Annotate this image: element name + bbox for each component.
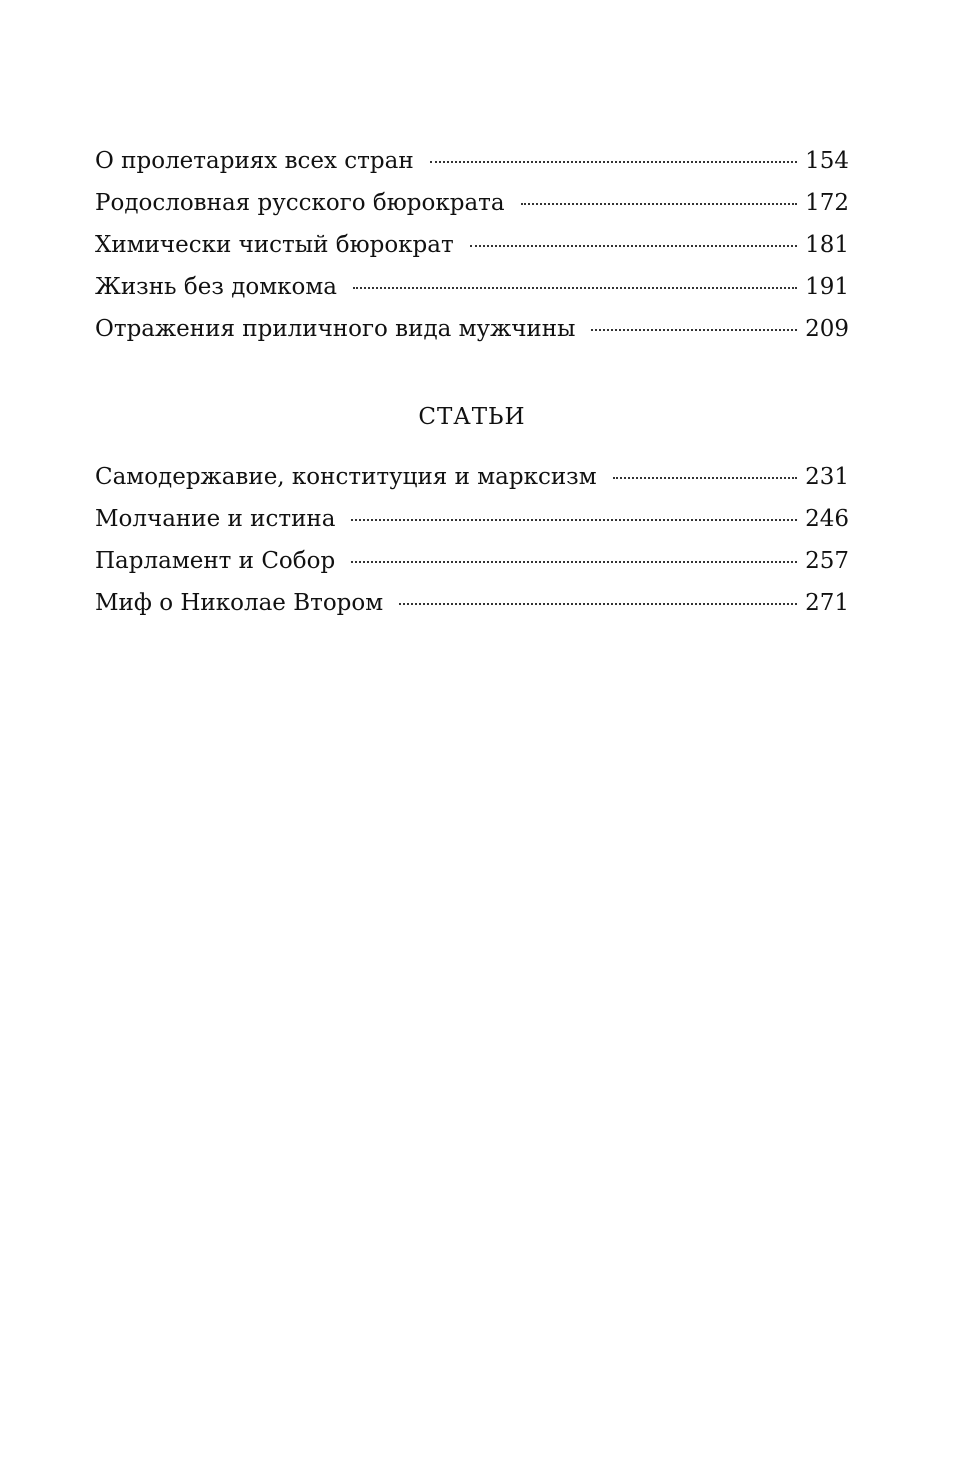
toc-entry-page: 257 bbox=[805, 548, 849, 574]
toc-leader-dots bbox=[521, 203, 797, 205]
toc-entry-title: Родословная русского бюрократа bbox=[95, 190, 505, 216]
toc-entry-page: 271 bbox=[805, 590, 849, 616]
toc-entry-title: Парламент и Собор bbox=[95, 548, 336, 574]
toc-leader-dots bbox=[430, 161, 797, 163]
toc-entry[interactable] bbox=[95, 540, 849, 582]
toc-entry-title: Отражения приличного вида мужчины bbox=[95, 316, 576, 342]
toc-entry-title: Жизнь без домкома bbox=[95, 274, 337, 300]
toc-leader-dots bbox=[470, 245, 797, 247]
toc-list-before bbox=[95, 140, 849, 350]
toc-entry[interactable] bbox=[95, 182, 849, 224]
toc-entry-page: 181 bbox=[805, 232, 849, 258]
toc-entry-title: Самодержавие, конституция и марксизм bbox=[95, 464, 597, 490]
toc-leader-dots bbox=[351, 561, 797, 563]
toc-entry[interactable] bbox=[95, 140, 849, 182]
toc-entry[interactable] bbox=[95, 224, 849, 266]
toc-entry-title: Химически чистый бюрократ bbox=[95, 232, 454, 258]
toc-leader-dots bbox=[353, 287, 797, 289]
toc-leader-dots bbox=[351, 519, 797, 521]
toc-entry-page: 246 bbox=[805, 506, 849, 532]
toc-entry-page: 172 bbox=[805, 190, 849, 216]
toc-leader-dots bbox=[399, 603, 797, 605]
toc-entry[interactable] bbox=[95, 456, 849, 498]
section-heading: СТАТЬИ bbox=[418, 404, 526, 430]
toc-entry[interactable] bbox=[95, 498, 849, 540]
toc-entry[interactable] bbox=[95, 582, 849, 624]
table-of-contents bbox=[95, 140, 849, 624]
toc-leader-dots bbox=[591, 329, 797, 331]
toc-leader-dots bbox=[613, 477, 797, 479]
toc-entry-title: Молчание и истина bbox=[95, 506, 336, 532]
toc-entry-title: О пролетариях всех стран bbox=[95, 148, 414, 174]
toc-entry-page: 191 bbox=[805, 274, 849, 300]
toc-entry-page: 154 bbox=[805, 148, 849, 174]
toc-entry[interactable] bbox=[95, 266, 849, 308]
toc-entry-page: 231 bbox=[805, 464, 849, 490]
toc-entry-title: Миф о Николае Втором bbox=[95, 590, 384, 616]
toc-entry[interactable] bbox=[95, 308, 849, 350]
toc-list-after bbox=[95, 456, 849, 624]
toc-entry-page: 209 bbox=[805, 316, 849, 342]
